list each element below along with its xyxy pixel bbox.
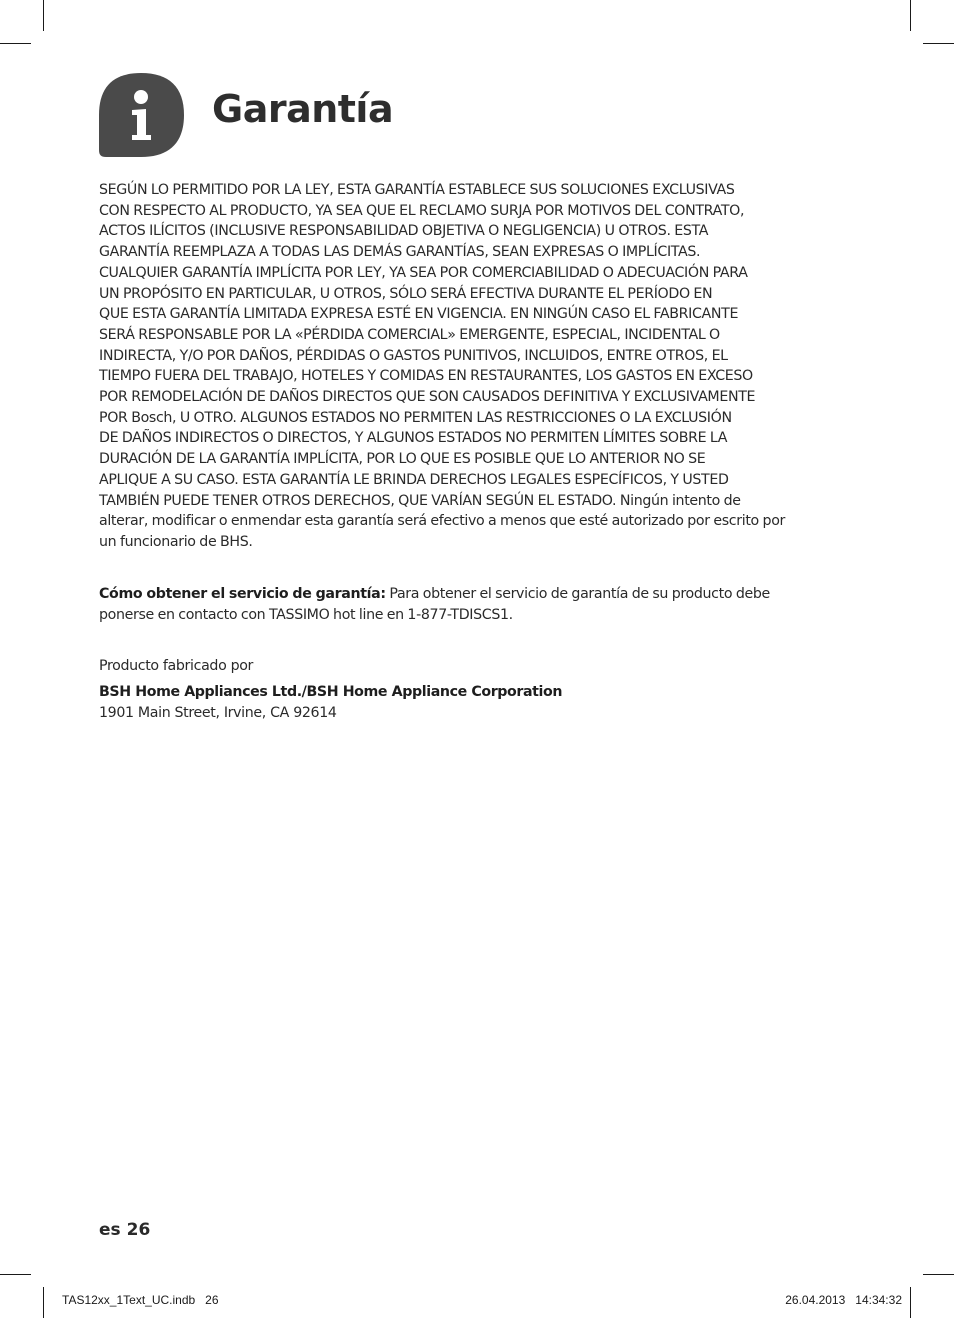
page-title: Garantía	[212, 87, 394, 131]
crop-mark-bottom-right-vertical	[910, 1287, 911, 1318]
warranty-service-paragraph	[99, 584, 851, 625]
service-text: Para obtener el servicio de garantía de su producto debe ponerse en contacto con TASSIMO hot line en 1-877-TDISCS1.	[99, 586, 770, 623]
print-slug-date: 26.04.2013 14:34:32	[785, 1293, 902, 1307]
service-label: Cómo obtener el servicio de garantía:	[99, 586, 386, 602]
crop-mark-top-left-vertical	[43, 0, 44, 31]
crop-mark-bottom-right-horizontal	[923, 1274, 954, 1275]
crop-mark-top-right-horizontal	[923, 43, 954, 44]
info-icon	[99, 73, 184, 157]
crop-mark-top-left-horizontal	[0, 43, 31, 44]
crop-mark-bottom-left-horizontal	[0, 1274, 31, 1275]
page-number	[99, 1220, 156, 1240]
crop-mark-top-right-vertical	[910, 0, 911, 31]
manufacturer-address: 1901 Main Street, Irvine, CA 92614	[99, 705, 337, 721]
page-number-value: 26	[126, 1220, 151, 1240]
manufacturer-company: BSH Home Appliances Ltd./BSH Home Appliance Corporation	[99, 684, 563, 700]
manufacturer-intro: Producto fabricado por	[99, 658, 254, 674]
warranty-paragraph: SEGÚN LO PERMITIDO POR LA LEY, ESTA GARANTÍA ESTABLECE SUS SOLUCIONES EXCLUSIVAS CON RESPECTO AL PRODUCTO, YA SEA QUE EL RECLAMO SURJA POR MOTIVOS DEL CONTRATO, ACTOS ILÍCITOS (INCLUSIVE RESPONSABILIDAD OBJETIVA O NEGLIGENCIA) U OTROS. ESTA GARANTÍA REEMPLAZA A TODAS LAS DEMÁS GARANTÍAS, SEAN EXPRESAS O IMPLÍCITAS. CUALQUIER GARANTÍA IMPLÍCITA POR LEY, YA SEA POR COMERCIABILIDAD O ADECUACIÓN PARA UN PROPÓSITO EN PARTICULAR, U OTROS, SÓLO SERÁ EFECTIVA DURANTE EL PERÍODO EN QUE ESTA GARANTÍA LIMITADA EXPRESA ESTÉ EN VIGENCIA. EN NINGÚN CASO EL FABRICANTE SERÁ RESPONSABLE POR LA «PÉRDIDA COMERCIAL» EMERGENTE, ESPECIAL, INCIDENTAL O INDIRECTA, Y/O POR DAÑOS, PÉRDIDAS O GASTOS PUNITIVOS, INCLUIDOS, ENTRE OTROS, EL TIEMPO FUERA DEL TRABAJO, HOTELES Y COMIDAS EN RESTAURANTES, LOS GASTOS EN EXCESO POR REMODELACIÓN DE DAÑOS DIRECTOS QUE SON CAUSADOS DEFINITIVA Y EXCLUSIVAMENTE POR Bosch, U OTRO. ALGUNOS ESTADOS NO PERMITEN LAS RESTRICCIONES O LA EXCLUSIÓN DE DAÑOS INDIRECTOS O DIRECTOS, Y ALGUNOS ESTADOS NO PERMITEN LÍMITES SOBRE LA DURACIÓN DE LA GARANTÍA IMPLÍCITA, POR LO QUE ES POSIBLE QUE LO ANTERIOR NO SE APLIQUE A SU CASO. ESTA GARANTÍA LE BRINDA DERECHOS LEGALES ESPECÍFICOS, Y USTED TAMBIÉN PUEDE TENER OTROS DERECHOS, QUE VARÍAN SEGÚN EL ESTADO. Ningún intento de alterar, modificar o enmendar esta garantía será efectivo a menos que esté autorizado por escrito por un funcionario de BHS.	[99, 182, 786, 550]
print-slug-file: TAS12xx_1Text_UC.indb 26	[62, 1293, 219, 1307]
language-code: es	[99, 1220, 121, 1240]
crop-mark-bottom-left-vertical	[43, 1287, 44, 1318]
